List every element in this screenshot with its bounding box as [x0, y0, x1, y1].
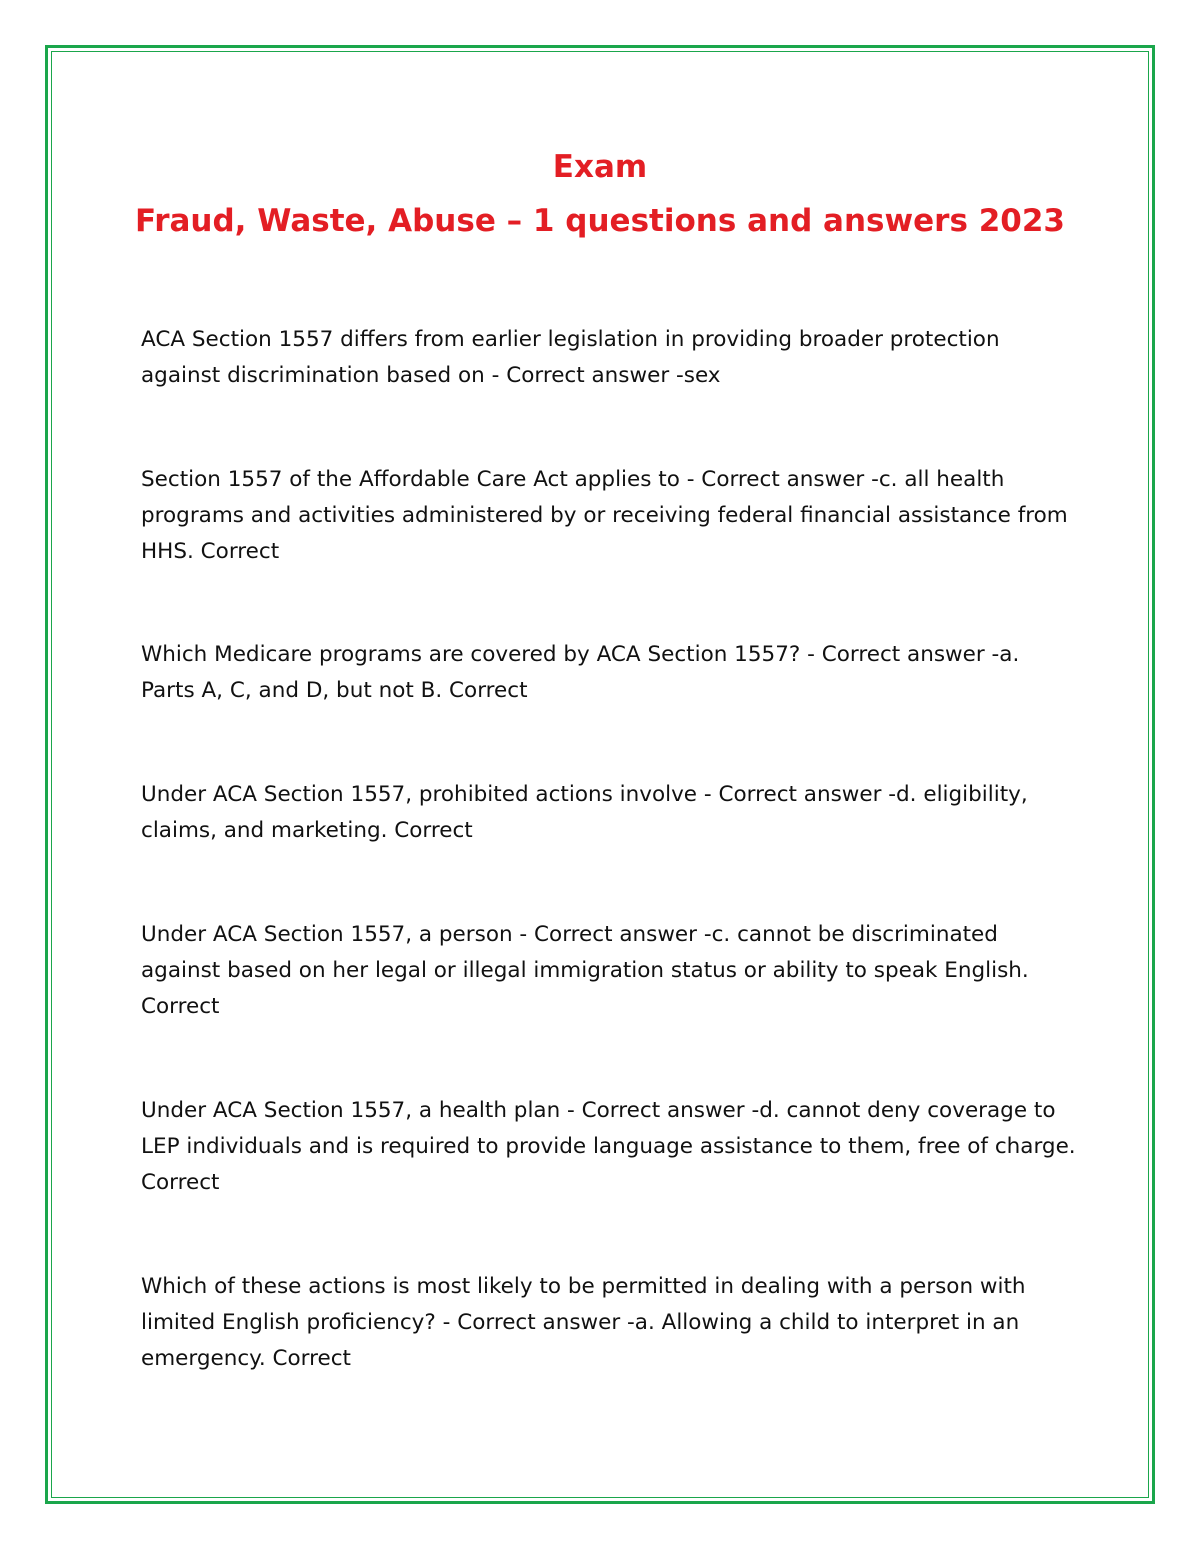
document-subtitle: Fraud, Waste, Abuse – 1 questions and answers 2023 [135, 203, 1065, 239]
qa-item-6: Under ACA Section 1557, a health plan - Correct answer -d. cannot deny coverage to LEP individuals and is required to provide language assistance to them, free of charge. Correct [141, 1098, 1076, 1195]
qa-item-4: Under ACA Section 1557, prohibited actions involve - Correct answer -d. eligibility, claims, and marketing. Correct [141, 782, 1028, 843]
qa-item-3: Which Medicare programs are covered by ACA Section 1557? - Correct answer -a. Parts A, C, and D, but not B. Correct [141, 642, 1020, 703]
qa-item-1: ACA Section 1557 differs from earlier legislation in providing broader protection against discrimination based on - Correct answer -sex [141, 327, 1000, 388]
qa-item-5: Under ACA Section 1557, a person - Correct answer -c. cannot be discriminated against based on her legal or illegal immigration status or ability to speak English. Correct [141, 922, 1029, 1019]
qa-item-7: Which of these actions is most likely to be permitted in dealing with a person with limited English proficiency? - Correct answer -a. Allowing a child to interpret in an emergency. Correct [141, 1274, 1026, 1371]
document-title: Exam [552, 149, 648, 185]
qa-item-2: Section 1557 of the Affordable Care Act applies to - Correct answer -c. all health programs and activities administered by or receiving federal financial assistance from HHS. Correct [141, 467, 1068, 564]
